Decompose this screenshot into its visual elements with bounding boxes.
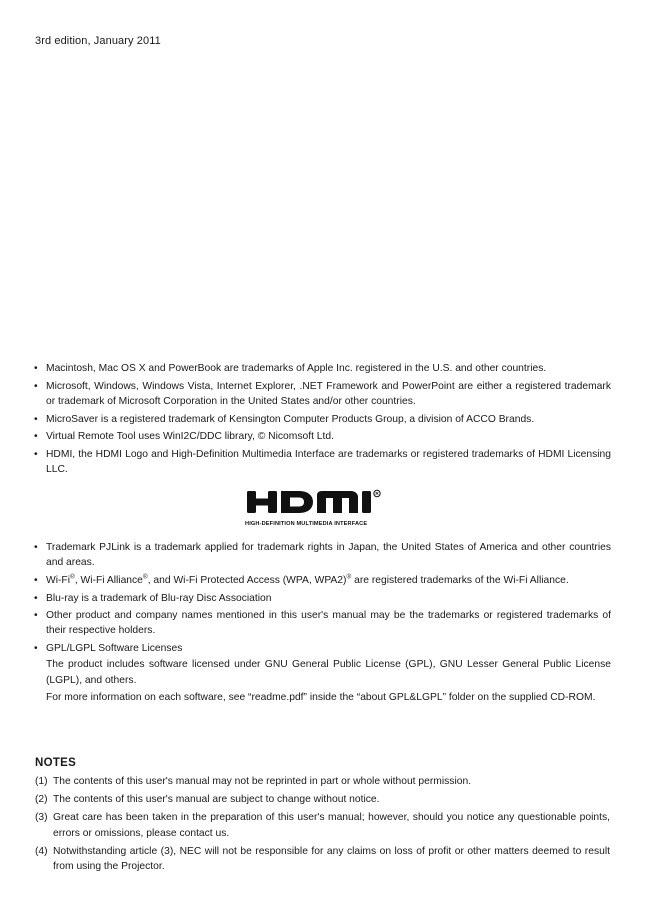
bullet-icon: •	[34, 363, 38, 374]
trademark-text: Trademark PJLink is a trademark applied for trademark rights in Japan, the United States of America and other countries and areas.	[46, 541, 611, 569]
trademark-text: Microsoft, Windows, Windows Vista, Internet Explorer, .NET Framework and PowerPoint are either a registered trademark or trademark of Microsoft Corporation in the United States and/or other countries.	[46, 380, 611, 407]
note-number: (3)	[35, 812, 48, 824]
trademark-wifi	[33, 573, 611, 588]
trademark-text: HDMI, the HDMI Logo and High-Definition Multimedia Interface are trademarks or registered trademarks of HDMI Licensing LLC.	[46, 449, 611, 476]
trademark-text: Blu-ray is a trademark of Blu-ray Disc Association	[46, 592, 272, 604]
trademark-text: MicroSaver is a registered trademark of Kensington Computer Products Group, a division of ACCO Brands.	[46, 413, 535, 425]
edition-line: 3rd edition, January 2011	[35, 35, 161, 47]
note-item	[35, 792, 610, 807]
bullet-icon: •	[34, 643, 38, 655]
note-item	[35, 774, 610, 789]
hdmi-logo-icon	[245, 489, 397, 529]
trademark-list	[33, 361, 611, 708]
bullet-icon: •	[34, 431, 38, 443]
trademark-virtual-remote	[33, 429, 611, 444]
note-text: The contents of this user's manual are subject to change without notice.	[53, 794, 380, 806]
trademark-bluray	[33, 591, 611, 606]
bullet-icon: •	[34, 413, 38, 425]
gpl-licenses-heading	[33, 641, 611, 656]
hdmi-logo-area	[33, 480, 611, 540]
bullet-icon: •	[34, 574, 38, 586]
bullet-icon: •	[34, 449, 38, 461]
trademark-text: Wi-Fi®, Wi-Fi Alliance®, and Wi-Fi Protected Access (WPA, WPA2)® are registered trademarks of the Wi-Fi Alliance.	[46, 573, 569, 586]
note-text: The contents of this user's manual may not be reprinted in part or whole without permission.	[53, 776, 472, 787]
trademark-hdmi	[33, 447, 611, 477]
note-number: (4)	[35, 845, 48, 857]
gpl-paragraph-1: The product includes software licensed under GNU General Public License (GPL), GNU Lesser General Public License (LGPL), and others.	[46, 659, 611, 686]
gpl-paragraph-2: For more information on each software, see “readme.pdf” inside the “about GPL&LGPL” folder on the supplied CD-ROM.	[46, 692, 596, 704]
gpl-title: GPL/LGPL Software Licenses	[46, 643, 183, 655]
trademark-microsaver	[33, 412, 611, 427]
trademark-microsoft	[33, 379, 611, 409]
bullet-icon: •	[34, 610, 38, 622]
notes-list	[35, 774, 610, 877]
note-number: (1)	[35, 776, 48, 787]
note-number: (2)	[35, 794, 48, 806]
note-text: Notwithstanding article (3), NEC will not be responsible for any claims on loss of profit or other matters deemed to result from using the Projector.	[53, 845, 610, 873]
trademark-text: Virtual Remote Tool uses WinI2C/DDC library, © Nicomsoft Ltd.	[46, 431, 334, 443]
trademark-other	[33, 608, 611, 638]
bullet-icon: •	[34, 592, 38, 604]
trademark-pjlink	[33, 540, 611, 570]
notes-title: NOTES	[35, 757, 77, 769]
trademark-text: Other product and company names mentioned in this user's manual may be the trademarks or registered trademarks of their respective holders.	[46, 610, 611, 637]
note-text: Great care has been taken in the preparation of this user's manual; however, should you notice any questionable points, errors or omissions, please contact us.	[53, 812, 610, 839]
bullet-icon: •	[34, 541, 38, 553]
trademark-apple	[33, 361, 611, 376]
hdmi-tagline: HIGH-DEFINITION MULTIMEDIA INTERFACE	[245, 520, 368, 527]
svg-text:R: R	[375, 491, 379, 497]
trademark-text: Macintosh, Mac OS X and PowerBook are trademarks of Apple Inc. registered in the U.S. and other countries.	[46, 363, 547, 374]
note-item	[35, 810, 610, 840]
note-item	[35, 844, 610, 874]
bullet-icon: •	[34, 380, 38, 392]
